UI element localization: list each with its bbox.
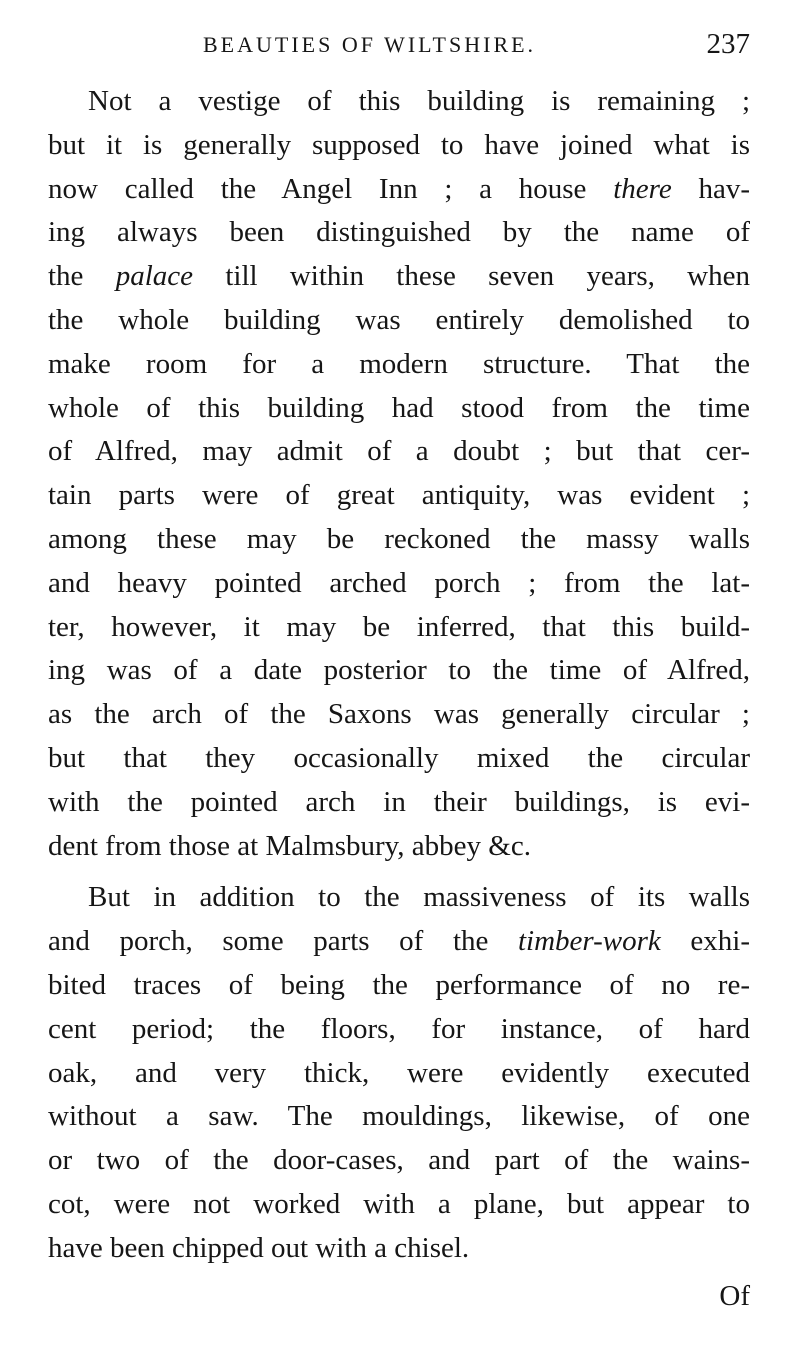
page-number: 237 — [706, 28, 750, 60]
text-line: bited traces of being the performance of no re- — [48, 968, 750, 1001]
text-line: with the pointed arch in their buildings, is evi- — [48, 785, 750, 818]
text-line: make room for a modern structure. That the — [48, 347, 750, 380]
text-line: But in addition to the massiveness of its walls — [88, 881, 750, 914]
text-line: whole of this building had stood from the time — [48, 391, 750, 424]
text-line: now called the Angel Inn ; a house there hav- — [48, 172, 750, 205]
text-line: cot, were not worked with a plane, but appear to — [48, 1187, 750, 1220]
text-line: but it is generally supposed to have joined what is — [48, 128, 750, 161]
text-line: the whole building was entirely demolished to — [48, 303, 750, 336]
text-line: ing always been distinguished by the name of — [48, 216, 750, 249]
text-line: and heavy pointed arched porch ; from the lat- — [48, 566, 750, 599]
text-line: have been chipped out with a chisel. — [48, 1231, 470, 1264]
paragraph-gap — [48, 868, 750, 876]
text-line: cent period; the floors, for instance, of hard — [48, 1012, 750, 1045]
body-text — [48, 80, 750, 1271]
text-line: without a saw. The mouldings, likewise, of one — [48, 1100, 750, 1133]
page-header — [48, 30, 750, 62]
text-line: the palace till within these seven years, when — [48, 260, 750, 293]
text-line: as the arch of the Saxons was generally circular ; — [48, 698, 750, 731]
text-line: dent from those at Malmsbury, abbey &c. — [48, 829, 531, 862]
text-line: but that they occasionally mixed the circular — [48, 741, 750, 774]
text-line: Not a vestige of this building is remaining ; — [88, 85, 750, 117]
paragraph-2 — [48, 876, 750, 1270]
running-title: BEAUTIES OF WILTSHIRE. — [203, 32, 537, 57]
text-line: ter, however, it may be inferred, that this build- — [48, 610, 750, 643]
text-line: and porch, some parts of the timber-work exhi- — [48, 925, 750, 958]
text-line: of Alfred, may admit of a doubt ; but that cer- — [48, 435, 750, 468]
catchword: Of — [719, 1280, 750, 1312]
paragraph-1 — [48, 80, 750, 868]
text-line: tain parts were of great antiquity, was evident ; — [48, 479, 750, 512]
text-line: ing was of a date posterior to the time of Alfred, — [48, 654, 750, 687]
text-line: among these may be reckoned the massy walls — [48, 522, 750, 555]
text-line: or two of the door-cases, and part of the wains- — [48, 1144, 750, 1177]
text-line: oak, and very thick, were evidently executed — [48, 1056, 750, 1089]
